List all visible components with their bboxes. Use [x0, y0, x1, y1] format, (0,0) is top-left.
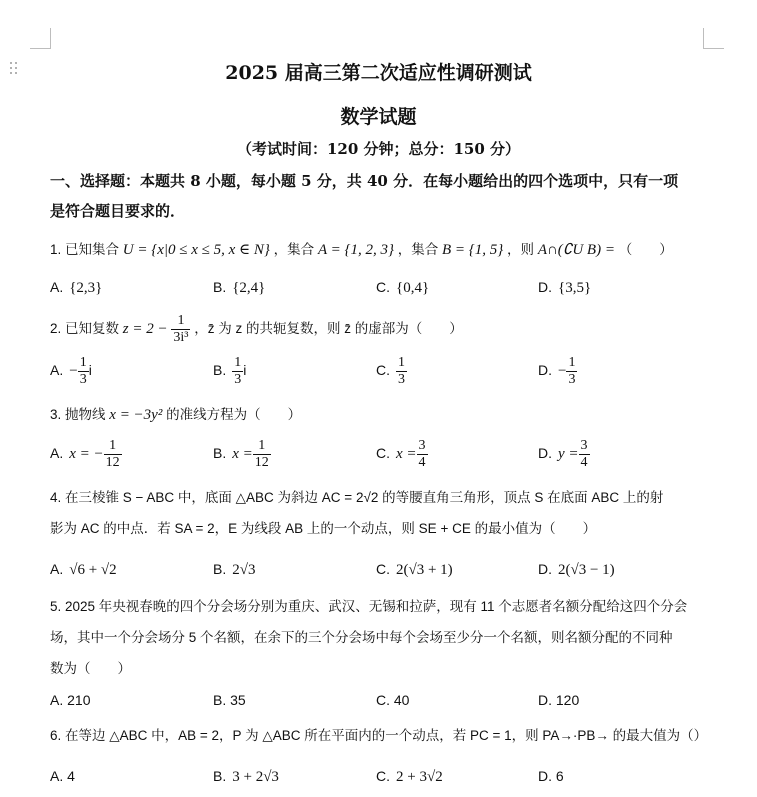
page-corner-mark-top-right	[703, 28, 724, 49]
question-1-set-a: A = {1, 2, 3}	[317, 242, 394, 258]
question-5-option-b[interactable]	[213, 692, 246, 708]
option-label: C.	[376, 561, 390, 577]
fraction-numerator: 1	[398, 355, 405, 370]
option-lhs: y =	[558, 446, 579, 463]
question-2-option-b[interactable]	[213, 355, 246, 388]
question-3-option-d[interactable]	[538, 438, 590, 471]
fraction-denominator: 3	[398, 372, 405, 387]
option-fraction	[104, 438, 122, 471]
option-label: B.	[213, 768, 227, 784]
option-label: A.	[50, 279, 64, 295]
fraction-numerator: 1	[171, 313, 190, 330]
question-1-option-c[interactable]	[376, 279, 429, 297]
option-fraction	[579, 438, 590, 471]
question-4-stem	[50, 482, 710, 544]
option-value: 4	[67, 768, 75, 784]
question-6-line-1: 6. 在等边 △ABC 中，AB = 2，P 为 △ABC 所在平面内的一个动点，若 PC = 1，则 PA→·PB→ 的最大值为（）	[50, 728, 708, 743]
question-1-stem	[50, 238, 673, 259]
option-value: 2√3	[232, 562, 256, 578]
option-label: D.	[538, 445, 552, 462]
fraction-denominator: 3i³	[173, 330, 189, 345]
option-fraction	[396, 355, 407, 388]
fraction-denominator: 3	[568, 372, 576, 387]
fraction-denominator: 4	[580, 455, 588, 470]
question-6-option-d[interactable]	[538, 768, 564, 784]
section-heading-line-1: 一、选择题：本题共 8 小题，每小题 5 分，共 40 分．在每小题给出的四个选项中，只有一项	[50, 172, 679, 190]
exam-title: 2025 届高三第二次适应性调研测试	[225, 62, 532, 84]
option-label: D.	[538, 768, 552, 784]
option-value: 210	[67, 692, 91, 708]
option-fraction	[566, 355, 577, 388]
question-5-option-c[interactable]	[376, 692, 409, 708]
option-label: C.	[376, 279, 390, 295]
fraction-numerator: 3	[580, 438, 588, 453]
question-1-prefix: 1. 已知集合	[50, 242, 120, 257]
question-2-z-expr: z = 2 −	[122, 321, 168, 338]
question-4-option-d[interactable]	[538, 561, 615, 579]
option-sign: −	[69, 363, 78, 380]
option-label: C.	[376, 692, 390, 708]
option-label: A.	[50, 692, 64, 708]
fraction-denominator: 12	[254, 455, 269, 470]
question-3-option-a[interactable]	[50, 438, 122, 471]
question-5-line-3: 数为（ ）	[50, 661, 131, 676]
question-1-set-b: B = {1, 5}	[441, 242, 504, 258]
question-2-option-d[interactable]	[538, 355, 577, 388]
question-4-line-1: 4. 在三棱锥 S − ABC 中，底面 △ABC 为斜边 AC = 2√2 的等腰直角三角形，顶点 S 在底面 ABC 上的射	[50, 490, 664, 505]
exam-info: （考试时间：120 分钟；总分：150 分）	[236, 140, 521, 158]
fraction-numerator: 1	[104, 438, 122, 455]
question-6-option-b[interactable]	[213, 768, 279, 786]
option-label: A.	[50, 768, 64, 784]
option-value: √6 + √2	[69, 562, 117, 578]
question-5-line-1: 5. 2025 年央视春晚的四个分会场分别为重庆、武汉、无锡和拉萨，现有 11 个志愿者名额分配给这四个分会	[50, 599, 688, 614]
option-value: 2(√3 − 1)	[558, 562, 615, 578]
fraction-numerator: 1	[253, 438, 271, 455]
option-label: B.	[213, 561, 227, 577]
option-label: B.	[213, 279, 227, 295]
option-lhs: x =	[232, 446, 253, 463]
option-fraction	[78, 355, 89, 388]
option-label: D.	[538, 561, 552, 577]
option-label: B.	[213, 445, 227, 462]
question-4-option-c[interactable]	[376, 561, 453, 579]
question-1-blank: （ ）	[618, 242, 673, 257]
question-2-option-a[interactable]	[50, 355, 92, 388]
question-3-suffix: 的准线方程为（ ）	[166, 407, 302, 422]
option-fraction	[253, 438, 271, 471]
question-4-line-2: 影为 AC 的中点．若 SA = 2，E 为线段 AB 上的一个动点，则 SE + CE 的最小值为（ ）	[50, 521, 597, 536]
question-2-stem	[50, 313, 463, 346]
fraction-denominator: 4	[418, 455, 426, 470]
option-value: {3,5}	[558, 280, 592, 296]
question-4-option-b[interactable]	[213, 561, 255, 579]
option-value: 40	[393, 692, 410, 708]
option-value: 6	[555, 768, 564, 784]
option-label: B.	[213, 692, 227, 708]
question-1-option-a[interactable]	[50, 279, 102, 297]
option-fraction	[417, 438, 428, 471]
option-value: 120	[555, 692, 580, 708]
question-3-stem	[50, 403, 301, 424]
question-5-line-2: 场，其中一个分会场分 5 个名额，在余下的三个分会场中每个会场至少分一个名额，则名额分配的不同种	[50, 630, 673, 645]
fraction-denominator: 3	[79, 372, 87, 387]
question-6-option-a[interactable]	[50, 768, 75, 784]
question-3-option-c[interactable]	[376, 438, 428, 471]
question-6-option-c[interactable]	[376, 768, 443, 786]
option-label: A.	[50, 561, 64, 577]
section-heading	[50, 166, 710, 226]
option-label: D.	[538, 692, 552, 708]
option-value: 35	[230, 692, 246, 708]
option-lhs: x =	[396, 446, 417, 463]
option-suffix: i	[88, 362, 92, 379]
option-label: A.	[50, 445, 64, 462]
option-value: 2 + 3√2	[396, 769, 443, 785]
question-4-option-a[interactable]	[50, 561, 117, 579]
question-6-stem	[50, 720, 710, 751]
fraction-denominator: 3	[234, 372, 242, 387]
option-label: D.	[538, 279, 552, 295]
question-1-mid-1: ，集合	[273, 242, 315, 257]
question-3-option-b[interactable]	[213, 438, 271, 471]
question-1-expr: A∩(∁U B) =	[537, 242, 615, 258]
option-value: 2(√3 + 1)	[396, 562, 453, 578]
option-label: C.	[376, 445, 390, 462]
question-3-prefix: 3. 抛物线	[50, 407, 106, 422]
question-5-stem	[50, 591, 710, 684]
option-label: B.	[213, 362, 227, 379]
question-5-option-a[interactable]	[50, 692, 90, 708]
option-value: {2,3}	[69, 280, 103, 296]
option-value: 3 + 2√3	[232, 769, 279, 785]
section-heading-line-2: 是符合题目要求的．	[50, 202, 186, 220]
fraction-numerator: 1	[234, 355, 242, 370]
fraction-numerator: 3	[418, 438, 426, 453]
option-suffix: i	[243, 362, 247, 379]
page-corner-mark-top-left	[30, 28, 51, 49]
question-1-option-b[interactable]	[213, 279, 265, 297]
option-label: C.	[376, 362, 390, 379]
question-3-expr: x = −3y²	[109, 407, 163, 423]
subject-title: 数学试题	[340, 106, 417, 128]
question-1-option-d[interactable]	[538, 279, 591, 297]
option-label: A.	[50, 362, 64, 379]
question-1-mid-3: ，则	[507, 242, 535, 257]
option-lhs: x = −	[69, 446, 104, 463]
fraction-denominator: 12	[105, 455, 120, 470]
question-1-mid-2: ，集合	[397, 242, 439, 257]
question-2-rest: ，z̄ 为 z 的共轭复数，则 z̄ 的虚部为（ ）	[194, 321, 463, 337]
option-label: C.	[376, 768, 390, 784]
option-value: {2,4}	[232, 280, 266, 296]
option-sign: −	[558, 363, 567, 380]
question-2-prefix: 2. 已知复数	[50, 321, 120, 337]
question-5-option-d[interactable]	[538, 692, 579, 708]
option-label: D.	[538, 362, 552, 379]
option-value: {0,4}	[396, 280, 430, 296]
fraction-numerator: 1	[79, 355, 87, 370]
fraction-numerator: 1	[568, 355, 576, 370]
option-fraction	[232, 355, 243, 388]
question-2-fraction	[171, 313, 190, 346]
question-2-option-c[interactable]	[376, 355, 407, 388]
question-1-set-u: U = {x|0 ≤ x ≤ 5, x ∈ N}	[122, 242, 270, 258]
